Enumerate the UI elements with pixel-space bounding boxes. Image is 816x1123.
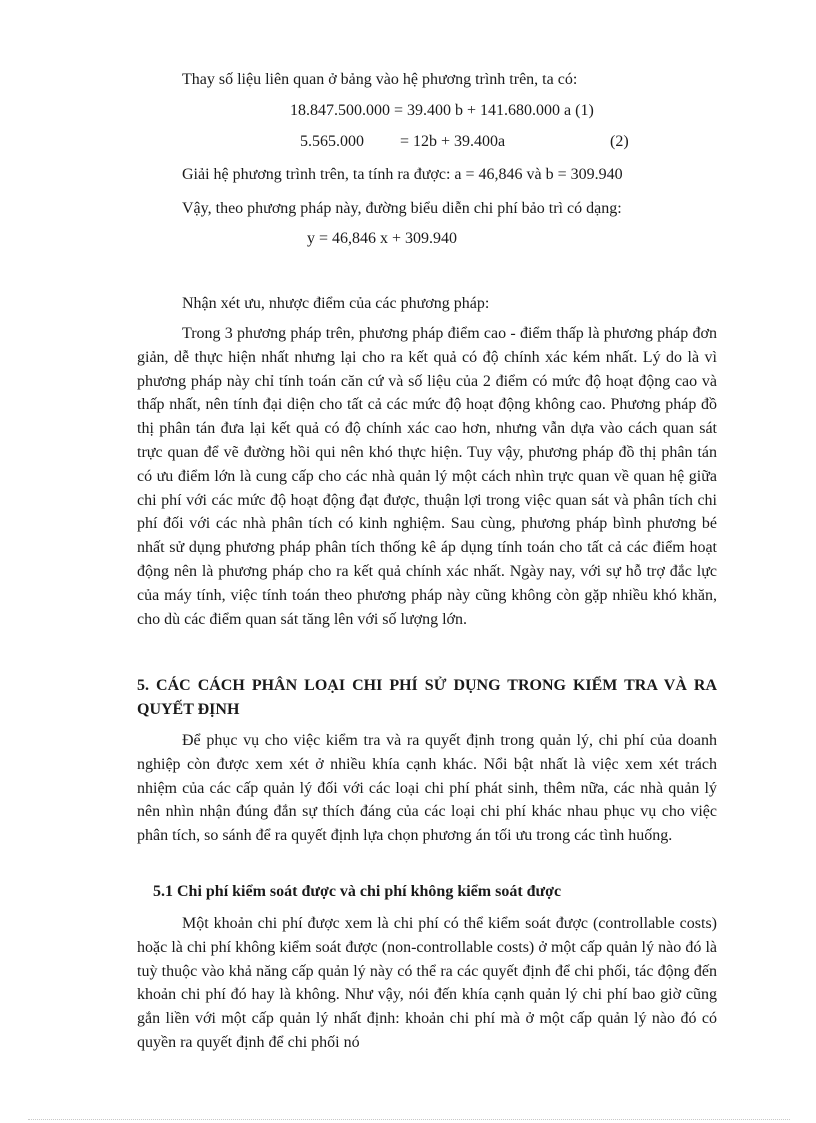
equation-2-label: (2)	[610, 133, 629, 150]
intro-line: Thay số liệu liên quan ở bảng vào hệ phương trình trên, ta có:	[182, 71, 578, 88]
remark-paragraph: Trong 3 phương pháp trên, phương pháp điểm cao - điểm thấp là phương pháp đơn giản, dễ thực hiện nhất nhưng lại cho ra kết quả có độ chính xác kém nhất. Lý do là vì phương pháp này chỉ tính toán căn cứ và số liệu của 2 điểm có mức độ hoạt động cao và thấp nhất, nên tính đại diện cho tất cả các mức độ hoạt động không cao. Phương pháp đồ thị phân tán đưa lại kết quả có độ chính xác cao hơn, nhưng vẫn dựa vào cách quan sát trực quan để vẽ đường hồi qui nên khó thực hiện. Tuy vậy, phương pháp đồ thị phân tán có ưu điểm lớn là cung cấp cho các nhà quản lý một cách nhìn trực quan về quan hệ giữa chi phí với các mức độ hoạt động đạt được, thuận lợi trong việc quan sát và phân tích chi phí đối với các nhà phân tích có kinh nghiệm. Sau cùng, phương pháp bình phương bé nhất sử dụng phương pháp phân tích thống kê áp dụng tính toán cho tất cả các điểm hoạt động nên là phương pháp cho ra kết quả chính xác nhất. Ngày nay, với sự hỗ trợ đắc lực của máy tính, việc tính toán theo phương pháp này cũng không còn gặp nhiều khó khăn, cho dù các điểm quan sát tăng lên với số lượng lớn.	[137, 325, 717, 628]
section-5-paragraph: Để phục vụ cho việc kiểm tra và ra quyết định trong quản lý, chi phí của doanh nghiệp còn được xem xét ở nhiều khía cạnh khác. Nổi bật nhất là việc xem xét trách nhiệm của các cấp quản lý đối với các loại chi phí phát sinh, thêm nữa, các nhà quản lý nên nhìn nhận đúng đắn sự thích đáng của các loại chi phí khác nhau phục vụ cho việc phân tích, so sánh để ra quyết định lựa chọn phương án tối ưu trong các tình huống.	[137, 732, 717, 845]
section-5-heading: 5. CÁC CÁCH PHÂN LOẠI CHI PHÍ SỬ DỤNG TRONG KIỂM TRA VÀ RA QUYẾT ĐỊNH	[137, 677, 717, 718]
solve-line: Giải hệ phương trình trên, ta tính ra được: a = 46,846 và b = 309.940	[182, 166, 623, 183]
equation-2-left: 5.565.000	[300, 133, 364, 150]
final-equation: y = 46,846 x + 309.940	[307, 230, 458, 247]
equation-1: 18.847.500.000 = 39.400 b + 141.680.000 a (1)	[290, 102, 594, 119]
equation-2-right: = 12b + 39.400a	[400, 133, 506, 150]
section-5-1-paragraph: Một khoản chi phí được xem là chi phí có thể kiểm soát được (controllable costs) hoặc là chi phí không kiểm soát được (non-controllable costs) ở một cấp quản lý nào đó là tuỳ thuộc vào khả năng cấp quản lý này có thể ra các quyết định để chi phối, tác động đến khoản chi phí đó hay là không. Như vậy, nói đến khía cạnh quản lý chi phí bao giờ cũng gắn liền với một cấp quản lý nhất định: khoản chi phí mà ở một cấp quản lý nào đó có quyền ra quyết định để chi phối nó	[137, 915, 717, 1051]
footer-dotted-rule	[28, 1119, 790, 1120]
result-line: Vậy, theo phương pháp này, đường biểu diễn chi phí bảo trì có dạng:	[182, 200, 622, 217]
remark-title: Nhận xét ưu, nhược điểm của các phương pháp:	[182, 295, 490, 312]
section-5-1-heading: 5.1 Chi phí kiểm soát được và chi phí không kiểm soát được	[153, 883, 562, 900]
